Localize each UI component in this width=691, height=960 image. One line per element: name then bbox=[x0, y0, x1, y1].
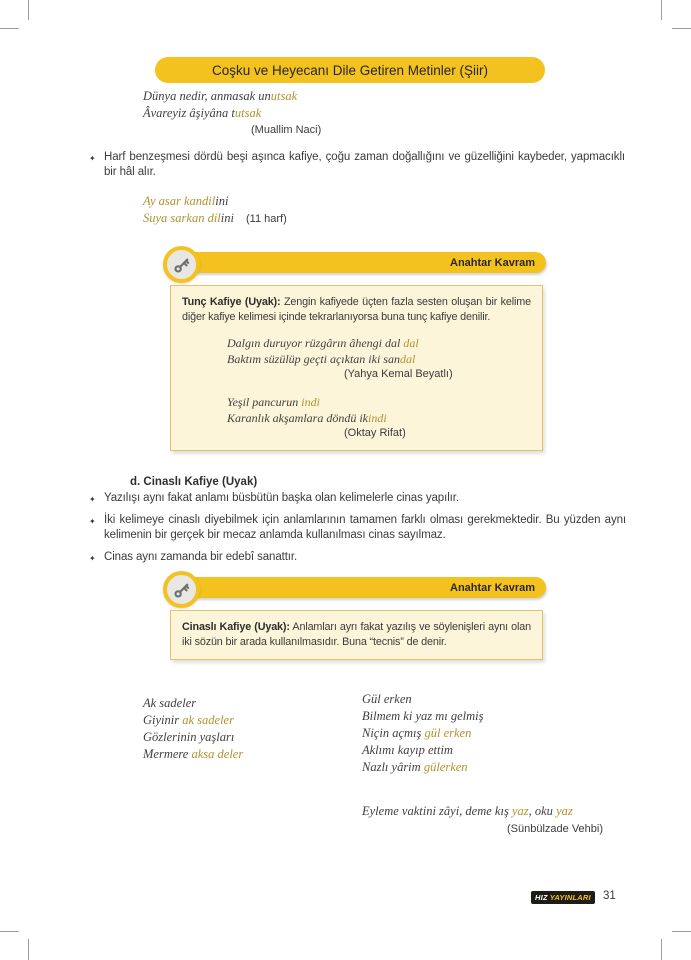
rhyme-highlight: yaz bbox=[511, 804, 529, 818]
rhyme-highlight: gül erken bbox=[424, 726, 472, 740]
rhyme-highlight: gülerken bbox=[423, 760, 468, 774]
diamond-bullet-icon: ✦ bbox=[89, 154, 96, 163]
publisher-logo bbox=[531, 891, 595, 904]
rhyme-highlight: yaz bbox=[556, 804, 573, 818]
chapter-title: Coşku ve Heyecanı Dile Getiren Metinler (Şiir) bbox=[211, 62, 489, 78]
letter-count-note: (11 harf) bbox=[245, 212, 287, 225]
crop-mark-top-left-v bbox=[28, 0, 29, 20]
banner-label: Anahtar Kavram bbox=[450, 256, 535, 269]
list-item bbox=[88, 513, 626, 543]
definition-term: Tunç Kafiye (Uyak): bbox=[182, 296, 281, 308]
poem-text: ini bbox=[220, 210, 234, 225]
poem-attribution: (Sünbülzade Vehbi) bbox=[507, 822, 604, 835]
key-icon bbox=[167, 250, 195, 278]
poem-line bbox=[143, 695, 243, 712]
poem-line bbox=[362, 803, 603, 820]
list-item-text: Yazılışı aynı fakat anlamı büsbütün başka olan kelimelerle cinas yapılır. bbox=[104, 492, 459, 504]
publisher-logo-yayinlari: YAYINLARI bbox=[549, 893, 591, 902]
poem-line bbox=[227, 411, 531, 427]
publisher-logo-hiz: HIZ bbox=[535, 893, 548, 902]
poem-attribution: (Oktay Rifat) bbox=[344, 427, 406, 440]
poem-line bbox=[362, 742, 484, 759]
list-item-text: Harf benzeşmesi dördü beşi aşınca kafiye, çoğu zaman doğallığını ve güzelliğini kaybeder, yapmacıklı bir hâl alır. bbox=[104, 151, 625, 178]
poem-line bbox=[143, 712, 243, 729]
poem-line bbox=[143, 729, 243, 746]
kandil-poem bbox=[143, 193, 287, 227]
rhyme-highlight: dal bbox=[403, 336, 419, 351]
page-number: 31 bbox=[603, 890, 616, 902]
anahtar-kavram-banner bbox=[177, 252, 546, 273]
rhyme-highlight: Ay asar kandil bbox=[143, 194, 216, 208]
crop-mark-top-right-v bbox=[661, 0, 662, 20]
closing-poem bbox=[362, 803, 603, 837]
definition-term: Cinaslı Kafiye (Uyak): bbox=[182, 621, 290, 633]
diamond-bullet-icon: ✦ bbox=[89, 495, 96, 504]
poem-text: Gül erken bbox=[362, 692, 412, 706]
key-badge bbox=[163, 571, 200, 608]
poem-text: Mermere bbox=[143, 747, 192, 761]
poem-text: Dünya nedir, anmasak un bbox=[143, 89, 271, 103]
list-item-text: İki kelimeye cinaslı diyebilmek için anlamlarının tamamen farklı olması gerekmektedir. Bu yüzden aynı kelimenin bir gerçek bir mecaz anlamda kullanılması cinas sayılmaz. bbox=[104, 514, 626, 541]
diamond-bullet-icon: ✦ bbox=[89, 517, 96, 526]
poem-line bbox=[362, 708, 484, 725]
kafiye-note-list bbox=[88, 150, 625, 187]
poem-text: , oku bbox=[528, 804, 557, 818]
anahtar-kavram-body bbox=[170, 285, 543, 451]
poem-line bbox=[143, 193, 287, 210]
rhyme-highlight: ak sadeler bbox=[182, 713, 234, 727]
poem-text: Dalgın duruyor rüzgârın âhengi dal bbox=[227, 336, 404, 351]
cinas-poem-left bbox=[143, 695, 243, 763]
key-icon bbox=[167, 575, 195, 603]
list-item bbox=[88, 491, 626, 506]
crop-mark-bottom-right-h bbox=[672, 931, 691, 932]
rhyme-highlight: indi bbox=[301, 395, 320, 410]
crop-mark-top-left-h bbox=[0, 28, 19, 29]
poem-line bbox=[362, 759, 484, 776]
poem-attribution: (Muallim Naci) bbox=[251, 124, 322, 136]
poem-text: Gözlerinin yaşları bbox=[143, 730, 235, 744]
rhyme-highlight: utsak bbox=[234, 105, 262, 120]
poem-line bbox=[143, 105, 321, 122]
key-badge bbox=[163, 246, 200, 283]
poem-text: Bilmem ki yaz mı gelmiş bbox=[362, 709, 484, 723]
poem-line bbox=[143, 746, 243, 763]
rhyme-highlight: dal bbox=[399, 351, 416, 366]
poem-line bbox=[227, 395, 531, 411]
poem-text: Karanlık akşamlara döndü ik bbox=[227, 410, 368, 425]
rhyme-highlight: utsak bbox=[270, 89, 298, 103]
poem-text: Giyinir bbox=[143, 713, 183, 727]
definition-text: Anlamları ayrı fakat yazılış ve söylenişleri aynı olan iki sözün bir arada kullanılmasıdır. Buna “tecnis” de denir. bbox=[182, 621, 531, 649]
tunc-example-poem-2 bbox=[227, 395, 531, 441]
poem-line bbox=[227, 336, 531, 352]
poem-line bbox=[143, 210, 287, 228]
rhyme-highlight: indi bbox=[368, 410, 387, 425]
poem-line bbox=[362, 691, 484, 708]
list-item-text: Cinas aynı zamanda bir edebî sanattır. bbox=[104, 551, 298, 563]
poem-text: Âvareyiz âşiyâna t bbox=[143, 105, 235, 120]
section-heading-cinasli: d. Cinaslı Kafiye (Uyak) bbox=[130, 476, 258, 488]
poem-line bbox=[362, 725, 484, 742]
tunc-example-poem-1 bbox=[227, 336, 531, 382]
poem-attribution: (Yahya Kemal Beyatlı) bbox=[344, 368, 453, 381]
cinas-poem-right bbox=[362, 691, 484, 776]
diamond-bullet-icon: ✦ bbox=[89, 554, 96, 563]
definition-text: Zengin kafiyede üçten fazla sesten oluşan bir kelime diğer kafiye kelimesi içinde tekrarlanıyorsa buna tunç kafiye denilir. bbox=[182, 296, 531, 324]
poem-text: Yeşil pancurun bbox=[227, 395, 302, 410]
crop-mark-bottom-left-h bbox=[0, 931, 19, 932]
poem-line bbox=[143, 88, 321, 105]
poem-text: Ak sadeler bbox=[143, 696, 197, 710]
list-item bbox=[88, 550, 626, 565]
poem-text: Baktım süzülüp geçti açıktan iki san bbox=[227, 351, 400, 366]
poem-text: Eyleme vaktini zâyi, deme kış bbox=[362, 804, 512, 818]
poem-text: Niçin açmış bbox=[362, 726, 425, 740]
rhyme-highlight: aksa deler bbox=[191, 747, 244, 761]
poem-text: ini bbox=[215, 194, 229, 208]
cinasli-note-list bbox=[88, 491, 626, 572]
poem-line bbox=[227, 352, 531, 368]
crop-mark-bottom-right-v bbox=[661, 939, 662, 960]
poem-text: Nazlı yârim bbox=[362, 760, 424, 774]
crop-mark-bottom-left-v bbox=[28, 939, 29, 960]
list-item bbox=[88, 150, 625, 180]
rhyme-highlight: Suya sarkan dil bbox=[143, 210, 221, 225]
anahtar-kavram-body bbox=[170, 610, 543, 660]
anahtar-kavram-banner bbox=[177, 577, 546, 598]
crop-mark-top-right-h bbox=[672, 28, 691, 29]
chapter-title-banner bbox=[155, 57, 545, 83]
poem-text: Aklımı kayıp ettim bbox=[362, 743, 453, 757]
intro-poem bbox=[143, 88, 321, 138]
banner-label: Anahtar Kavram bbox=[450, 581, 535, 594]
